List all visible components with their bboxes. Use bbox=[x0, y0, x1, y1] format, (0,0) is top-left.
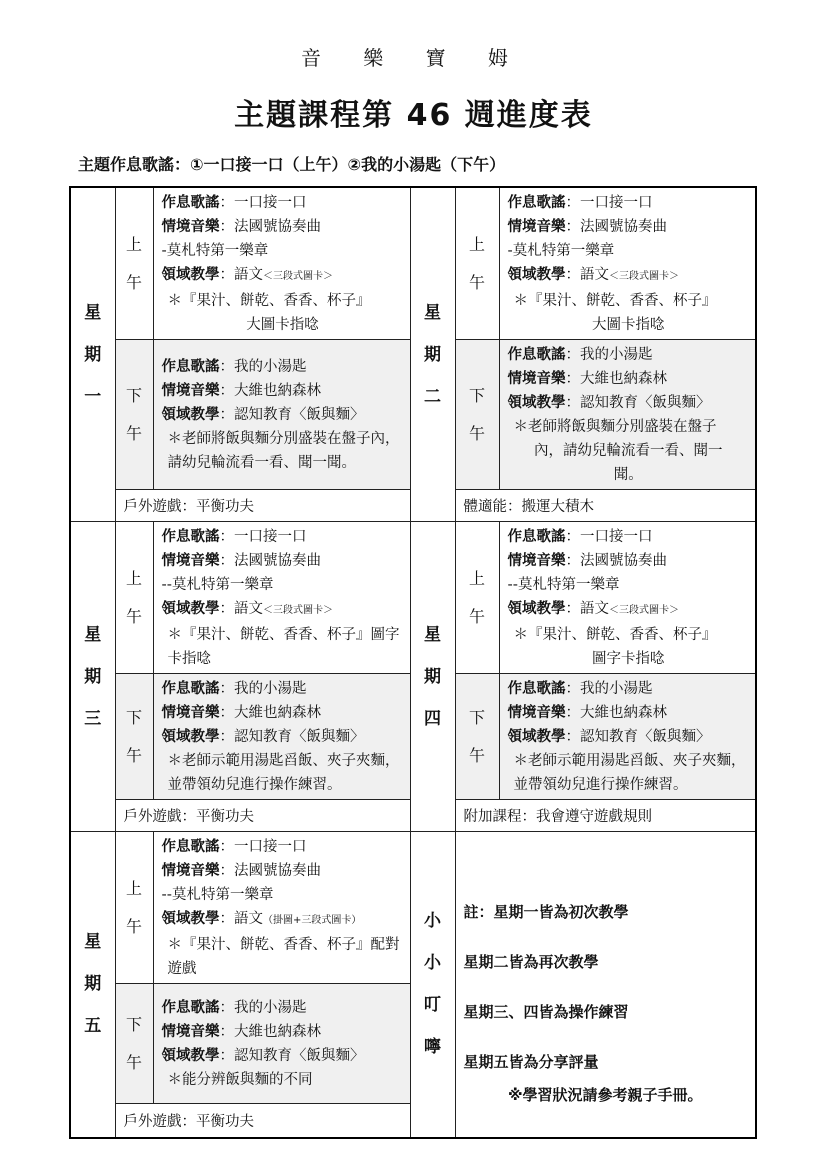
sep: ： bbox=[219, 863, 234, 879]
label-music: 情境音樂 bbox=[161, 1024, 220, 1040]
thu-am-content bbox=[499, 522, 756, 674]
music-value: 大維也納森林 bbox=[580, 371, 667, 387]
label-music: 情境音樂 bbox=[507, 219, 566, 235]
song-value: 一口接一口 bbox=[234, 529, 307, 545]
period-label: 下 午 bbox=[125, 707, 142, 765]
period-am bbox=[115, 187, 153, 340]
sep: ： bbox=[219, 529, 234, 545]
period-label: 上 午 bbox=[125, 234, 142, 292]
mon-extra-activity: 戶外遊戲：平衡功夫 bbox=[115, 490, 410, 522]
day-wednesday bbox=[70, 522, 115, 832]
sep: ： bbox=[219, 729, 234, 745]
label-teach: 領域教學 bbox=[507, 601, 566, 617]
sep: ： bbox=[219, 195, 234, 211]
label-teach: 領域教學 bbox=[161, 601, 220, 617]
sep: ： bbox=[565, 267, 580, 283]
sep: ： bbox=[565, 219, 580, 235]
sep: ： bbox=[219, 839, 234, 855]
tue-pm-content bbox=[499, 340, 756, 490]
sep: ： bbox=[565, 705, 580, 721]
fri-pm-content bbox=[153, 984, 410, 1104]
sep: ： bbox=[219, 911, 234, 927]
sep: ： bbox=[565, 681, 580, 697]
mon-am-content bbox=[153, 187, 410, 340]
period-pm bbox=[455, 340, 499, 490]
music-subtitle: -莫札特第一樂章 bbox=[161, 243, 269, 259]
teach-value: 認知教育〈飯與麵〉 bbox=[234, 407, 365, 423]
label-teach: 領域教學 bbox=[161, 267, 220, 283]
song-value: 一口接一口 bbox=[580, 195, 653, 211]
teach-value: 語文 bbox=[234, 911, 263, 927]
tue-am-content bbox=[499, 187, 756, 340]
period-pm bbox=[115, 674, 153, 800]
sep: ： bbox=[565, 529, 580, 545]
sep: ： bbox=[219, 407, 234, 423]
sep: ： bbox=[219, 1048, 234, 1064]
period-label: 下 午 bbox=[468, 385, 485, 443]
teach-note: ＜三段式圖卡＞ bbox=[263, 271, 333, 282]
sep: ： bbox=[565, 195, 580, 211]
day-monday bbox=[70, 187, 115, 522]
music-value: 大維也納森林 bbox=[234, 1024, 321, 1040]
song-value: 我的小湯匙 bbox=[234, 359, 307, 375]
label-music: 情境音樂 bbox=[507, 705, 566, 721]
label-song: 作息歌謠 bbox=[507, 681, 566, 697]
reminder-heading bbox=[410, 832, 455, 1138]
label-teach: 領域教學 bbox=[507, 395, 566, 411]
mon-pm-content bbox=[153, 340, 410, 490]
teach-detail: ＊『果汁、餅乾、香香、杯子』 bbox=[513, 293, 717, 309]
label-song: 作息歌謠 bbox=[161, 1000, 220, 1016]
music-subtitle: --莫札特第一樂章 bbox=[161, 577, 274, 593]
music-value: 法國號協奏曲 bbox=[234, 553, 321, 569]
day-label: 星 期 二 bbox=[424, 302, 441, 407]
teach-note: ＜三段式圖卡＞ bbox=[609, 605, 679, 616]
teach-value: 認知教育〈飯與麵〉 bbox=[580, 729, 711, 745]
fri-extra-activity: 戶外遊戲：平衡功夫 bbox=[115, 1104, 410, 1138]
schedule-table bbox=[69, 186, 757, 1139]
label-music: 情境音樂 bbox=[161, 705, 220, 721]
day-label: 星 期 一 bbox=[84, 302, 102, 407]
period-label: 上 午 bbox=[125, 878, 142, 936]
school-name: 音 樂 寶 姆 bbox=[300, 46, 527, 70]
wed-pm-content bbox=[153, 674, 410, 800]
song-value: 一口接一口 bbox=[234, 839, 307, 855]
label-music: 情境音樂 bbox=[161, 863, 220, 879]
label-song: 作息歌謠 bbox=[161, 359, 220, 375]
song-value: 一口接一口 bbox=[580, 529, 653, 545]
teach-detail-3: 聞。 bbox=[613, 467, 643, 483]
sep: ： bbox=[219, 553, 234, 569]
sep: ： bbox=[565, 601, 580, 617]
period-am bbox=[455, 187, 499, 340]
teach-detail: ＊老師將飯與麵分別盛裝在盤子 bbox=[513, 419, 717, 435]
sep: ： bbox=[219, 1024, 234, 1040]
sep: ： bbox=[219, 219, 234, 235]
reminder-footnote: ※學習狀況請參考親子手冊。 bbox=[507, 1086, 703, 1105]
label-song: 作息歌謠 bbox=[161, 681, 220, 697]
label-song: 作息歌謠 bbox=[507, 347, 566, 363]
sep: ： bbox=[219, 359, 234, 375]
period-label: 上 午 bbox=[468, 568, 485, 626]
music-value: 大維也納森林 bbox=[234, 705, 321, 721]
label-teach: 領域教學 bbox=[507, 729, 566, 745]
teach-detail: ＊『果汁、餅乾、香香、杯子』圖字卡指唸 bbox=[167, 627, 400, 667]
reminder-label: 小 小 叮 嚀 bbox=[424, 911, 441, 1058]
teach-value: 認知教育〈飯與麵〉 bbox=[234, 1048, 365, 1064]
teach-value: 語文 bbox=[580, 601, 609, 617]
teach-note: ＜三段式圖卡＞ bbox=[263, 605, 333, 616]
label-music: 情境音樂 bbox=[507, 553, 566, 569]
tue-extra-activity: 體適能：搬運大積木 bbox=[455, 490, 756, 522]
label-song: 作息歌謠 bbox=[161, 529, 220, 545]
day-label: 星 期 五 bbox=[84, 932, 102, 1037]
wed-extra-activity: 戶外遊戲：平衡功夫 bbox=[115, 800, 410, 832]
teach-note: （掛圖+三段式圖卡） bbox=[263, 915, 362, 926]
teach-detail: ＊能分辨飯與麵的不同 bbox=[167, 1072, 313, 1088]
teach-detail-2: 大圖卡指唸 bbox=[246, 317, 319, 333]
label-music: 情境音樂 bbox=[507, 371, 566, 387]
period-label: 下 午 bbox=[125, 385, 142, 443]
reminder-note: 星期二皆為再次教學 bbox=[463, 953, 599, 972]
teach-value: 認知教育〈飯與麵〉 bbox=[234, 729, 365, 745]
label-music: 情境音樂 bbox=[161, 383, 220, 399]
day-thursday bbox=[410, 522, 455, 832]
song-value: 我的小湯匙 bbox=[234, 681, 307, 697]
label-song: 作息歌謠 bbox=[161, 839, 220, 855]
teach-value: 認知教育〈飯與麵〉 bbox=[580, 395, 711, 411]
period-label: 下 午 bbox=[125, 1014, 142, 1072]
day-tuesday bbox=[410, 187, 455, 522]
day-label: 星 期 四 bbox=[424, 624, 441, 729]
song-value: 我的小湯匙 bbox=[580, 347, 653, 363]
label-teach: 領域教學 bbox=[161, 1048, 220, 1064]
sep: ： bbox=[565, 371, 580, 387]
teach-value: 語文 bbox=[580, 267, 609, 283]
thu-extra-activity: 附加課程：我會遵守遊戲規則 bbox=[455, 800, 756, 832]
teach-detail-2: 大圖卡指唸 bbox=[592, 317, 665, 333]
music-subtitle: --莫札特第一樂章 bbox=[161, 887, 274, 903]
song-value: 我的小湯匙 bbox=[580, 681, 653, 697]
song-value: 一口接一口 bbox=[234, 195, 307, 211]
sep: ： bbox=[219, 705, 234, 721]
period-label: 下 午 bbox=[468, 707, 485, 765]
sep: ： bbox=[565, 395, 580, 411]
period-label: 上 午 bbox=[468, 234, 485, 292]
teach-detail: ＊『果汁、餅乾、香香、杯子』配對遊戲 bbox=[167, 937, 400, 977]
period-pm bbox=[455, 674, 499, 800]
teach-detail: ＊老師將飯與麵分別盛裝在盤子內，請幼兒輪流看一看、聞一聞。 bbox=[167, 431, 400, 471]
day-label: 星 期 三 bbox=[84, 624, 102, 729]
period-am bbox=[115, 522, 153, 674]
music-value: 法國號協奏曲 bbox=[580, 219, 667, 235]
teach-detail: ＊『果汁、餅乾、香香、杯子』 bbox=[513, 627, 717, 643]
page-title: 主題課程第 46 週進度表 bbox=[234, 98, 593, 133]
period-am bbox=[115, 832, 153, 984]
music-value: 法國號協奏曲 bbox=[234, 863, 321, 879]
thu-pm-content bbox=[499, 674, 756, 800]
wed-am-content bbox=[153, 522, 410, 674]
music-value: 法國號協奏曲 bbox=[580, 553, 667, 569]
reminder-note: 註：星期一皆為初次教學 bbox=[463, 903, 629, 922]
sep: ： bbox=[219, 681, 234, 697]
teach-value: 語文 bbox=[234, 601, 263, 617]
teach-value: 語文 bbox=[234, 267, 263, 283]
label-song: 作息歌謠 bbox=[507, 529, 566, 545]
music-value: 法國號協奏曲 bbox=[234, 219, 321, 235]
period-label: 上 午 bbox=[125, 568, 142, 626]
period-pm bbox=[115, 984, 153, 1104]
sep: ： bbox=[565, 729, 580, 745]
fri-am-content bbox=[153, 832, 410, 984]
reminder-note: 星期五皆為分享評量 bbox=[463, 1053, 599, 1072]
teach-detail: ＊『果汁、餅乾、香香、杯子』 bbox=[167, 293, 371, 309]
label-teach: 領域教學 bbox=[161, 407, 220, 423]
sep: ： bbox=[219, 267, 234, 283]
label-song: 作息歌謠 bbox=[161, 195, 220, 211]
label-teach: 領域教學 bbox=[507, 267, 566, 283]
label-music: 情境音樂 bbox=[161, 553, 220, 569]
teach-detail: ＊老師示範用湯匙舀飯、夾子夾麵，並帶領幼兒進行操作練習。 bbox=[167, 753, 400, 793]
reminder-notes bbox=[455, 832, 756, 1138]
sep: ： bbox=[565, 347, 580, 363]
music-subtitle: --莫札特第一樂章 bbox=[507, 577, 620, 593]
music-value: 大維也納森林 bbox=[234, 383, 321, 399]
label-teach: 領域教學 bbox=[161, 911, 220, 927]
sep: ： bbox=[565, 553, 580, 569]
music-value: 大維也納森林 bbox=[580, 705, 667, 721]
reminder-note: 星期三、四皆為操作練習 bbox=[463, 1003, 629, 1022]
sep: ： bbox=[219, 601, 234, 617]
theme-songs: 主題作息歌謠：①一口接一口（上午）②我的小湯匙（下午） bbox=[78, 155, 506, 174]
label-teach: 領域教學 bbox=[161, 729, 220, 745]
sep: ： bbox=[219, 383, 234, 399]
teach-detail-2: 內，請幼兒輪流看一看、聞一 bbox=[534, 443, 723, 459]
label-song: 作息歌謠 bbox=[507, 195, 566, 211]
label-music: 情境音樂 bbox=[161, 219, 220, 235]
song-value: 我的小湯匙 bbox=[234, 1000, 307, 1016]
teach-detail: ＊老師示範用湯匙舀飯、夾子夾麵，並帶領幼兒進行操作練習。 bbox=[513, 753, 746, 793]
day-friday bbox=[70, 832, 115, 1138]
sep: ： bbox=[219, 1000, 234, 1016]
teach-detail-2: 圖字卡指唸 bbox=[592, 651, 665, 667]
period-pm bbox=[115, 340, 153, 490]
music-subtitle: -莫札特第一樂章 bbox=[507, 243, 615, 259]
teach-note: ＜三段式圖卡＞ bbox=[609, 271, 679, 282]
period-am bbox=[455, 522, 499, 674]
